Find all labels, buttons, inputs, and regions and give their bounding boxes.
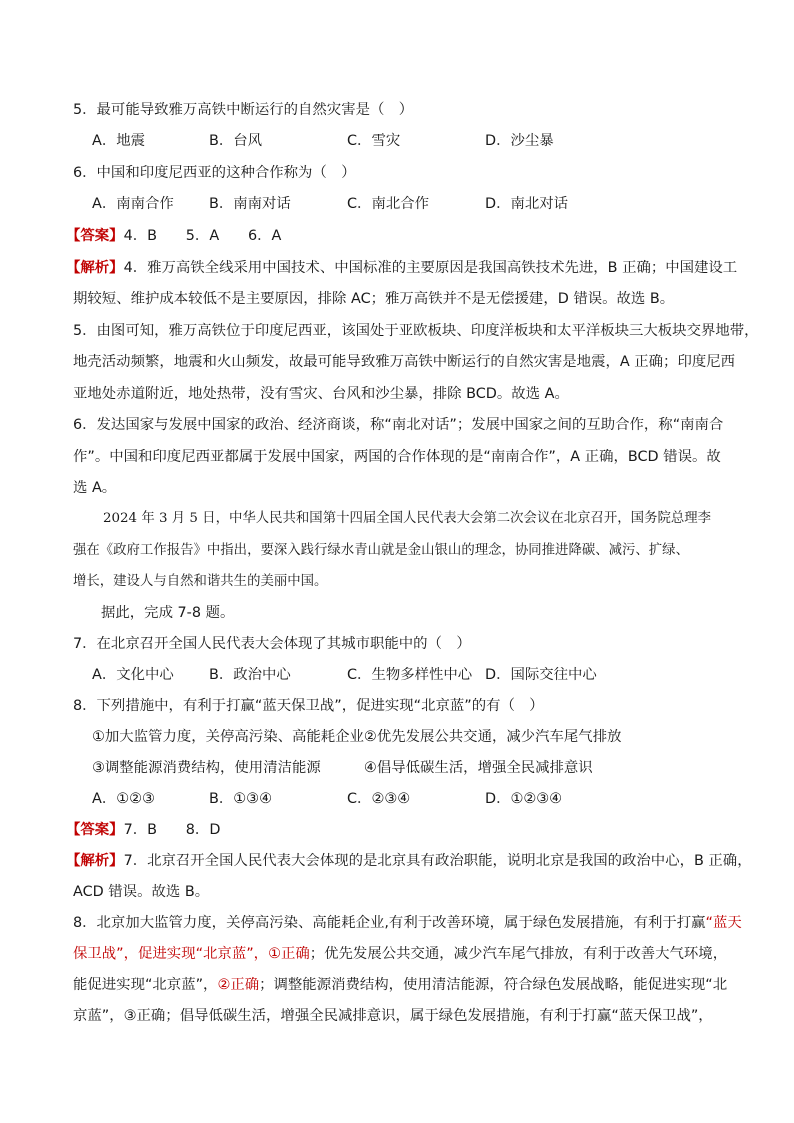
question-8-item: ③调整能源消费结构，使用清洁能源 ④倡导低碳生活，增强全民减排意识 [92,760,593,776]
highlight-text: ①正确 [268,946,310,962]
option-d: D．南北对话 [485,196,569,212]
option-b: B．台风 [209,133,263,149]
passage-line: 强在《政府工作报告》中指出，要深入践行绿水青山就是金山银山的理念，协同推进降碳、减污、扩绿、 [73,543,689,558]
question-6-stem: 6．中国和印度尼西亚的这种合作称为（ ） [73,165,356,181]
option-c: C．雪灾 [347,133,401,149]
highlight-text: ②正确 [217,977,260,993]
option-b: B．政治中心 [209,667,291,683]
question-7-options [0,665,794,685]
answer-tag: 【答案】 [66,228,124,244]
question-6-options [0,194,794,214]
analysis-line: 亚地处赤道附近，地处热带，没有雪灾、台风和沙尘暴，排除 BCD。故选 A。 [73,386,569,402]
answer-line [66,226,281,246]
analysis-line [73,944,727,964]
passage-instruction: 据此，完成 7-8 题。 [101,605,235,621]
analysis-line: 作”。中国和印度尼西亚都属于发展中国家，两国的合作体现的是“南南合作”，A 正确，BCD 错误。故 [73,449,721,465]
option-d: D．沙尘暴 [485,133,554,149]
answer-tag: 【答案】 [66,822,124,838]
analysis-text: ；调整能源消费结构，使用清洁能源，符合绿色发展战略，能促进实现“北 [259,977,728,993]
analysis-text: 4．雅万高铁全线采用中国技术、中国标准的主要原因是我国高铁技术先进，B 正确；中国建设工 [123,260,738,276]
passage-line: 增长，建设人与自然和谐共生的美丽中国。 [73,574,328,589]
question-5-options [0,131,794,151]
analysis-line: 6．发达国家与发展中国家的政治、经济商谈，称“南北对话”；发展中国家之间的互助合作，称“南南合 [73,417,724,433]
option-c: C．②③④ [347,791,411,807]
analysis-text: 7．北京召开全国人民代表大会体现的是北京具有政治职能，说明北京是我国的政治中心，B 正确， [123,853,752,869]
question-8-stem: 8．下列措施中，有利于打赢“蓝天保卫战”，促进实现“北京蓝”的有（ ） [73,698,544,714]
question-8-item: ①加大监管力度，关停高污染、高能耗企业②优先发展公共交通，减少汽车尾气排放 [92,729,622,745]
analysis-line: 5．由图可知，雅万高铁位于印度尼西亚，该国处于亚欧板块、印度洋板块和太平洋板块三大板块交界地带， [73,323,759,339]
analysis-line: 选 A。 [73,480,117,496]
option-b: B．①③④ [209,791,272,807]
analysis-text: 8．北京加大监管力度，关停高污染、高能耗企业,有利于改善环境，属于绿色发展措施，有利于打赢 [73,915,706,931]
analysis-line [66,258,737,278]
option-c: C．生物多样性中心 [347,667,473,683]
question-7-stem: 7．在北京召开全国人民代表大会体现了其城市职能中的（ ） [73,636,471,652]
option-c: C．南北合作 [347,196,430,212]
option-a: A．南南合作 [92,196,174,212]
option-a: A．①②③ [92,791,155,807]
passage-line: 2024 年 3 月 5 日，中华人民共和国第十四届全国人民代表大会第二次会议在北京召开，国务院总理李 [103,511,712,526]
analysis-line: 京蓝”，③正确；倡导低碳生活，增强全民减排意识，属于绿色发展措施，有利于打赢“蓝天保卫战”， [73,1008,713,1024]
analysis-line [66,851,752,871]
analysis-line: 地壳活动频繁，地震和火山频发，故最可能导致雅万高铁中断运行的自然灾害是地震，A 正确；印度尼西 [73,354,736,370]
question-8-options [0,789,794,809]
question-5-stem: 5．最可能导致雅万高铁中断运行的自然灾害是（ ） [73,102,414,118]
analysis-line [73,975,727,995]
highlight-text: “蓝天 [705,915,742,931]
analysis-tag: 【解析】 [66,853,124,869]
analysis-text: ；优先发展公共交通，减少汽车尾气排放，有利于改善大气环境， [309,946,728,962]
analysis-tag: 【解析】 [66,260,124,276]
option-d: D．①②③④ [485,791,563,807]
analysis-line: ACD 错误。故选 B。 [73,884,210,900]
highlight-text: 保卫战”，促进实现“北京蓝”， [73,946,269,962]
answer-text: 4．B 5．A 6．A [123,228,282,244]
analysis-line [73,913,742,933]
option-d: D．国际交往中心 [485,667,597,683]
option-a: A．文化中心 [92,667,174,683]
option-b: B．南南对话 [209,196,291,212]
analysis-line: 期较短、维护成本较低不是主要原因，排除 AC；雅万高铁并不是无偿援建，D 错误。故选 B。 [73,291,675,307]
analysis-text: 能促进实现“北京蓝”， [73,977,218,993]
answer-text: 7．B 8．D [123,822,221,838]
option-a: A．地震 [92,133,146,149]
answer-line [66,820,220,840]
